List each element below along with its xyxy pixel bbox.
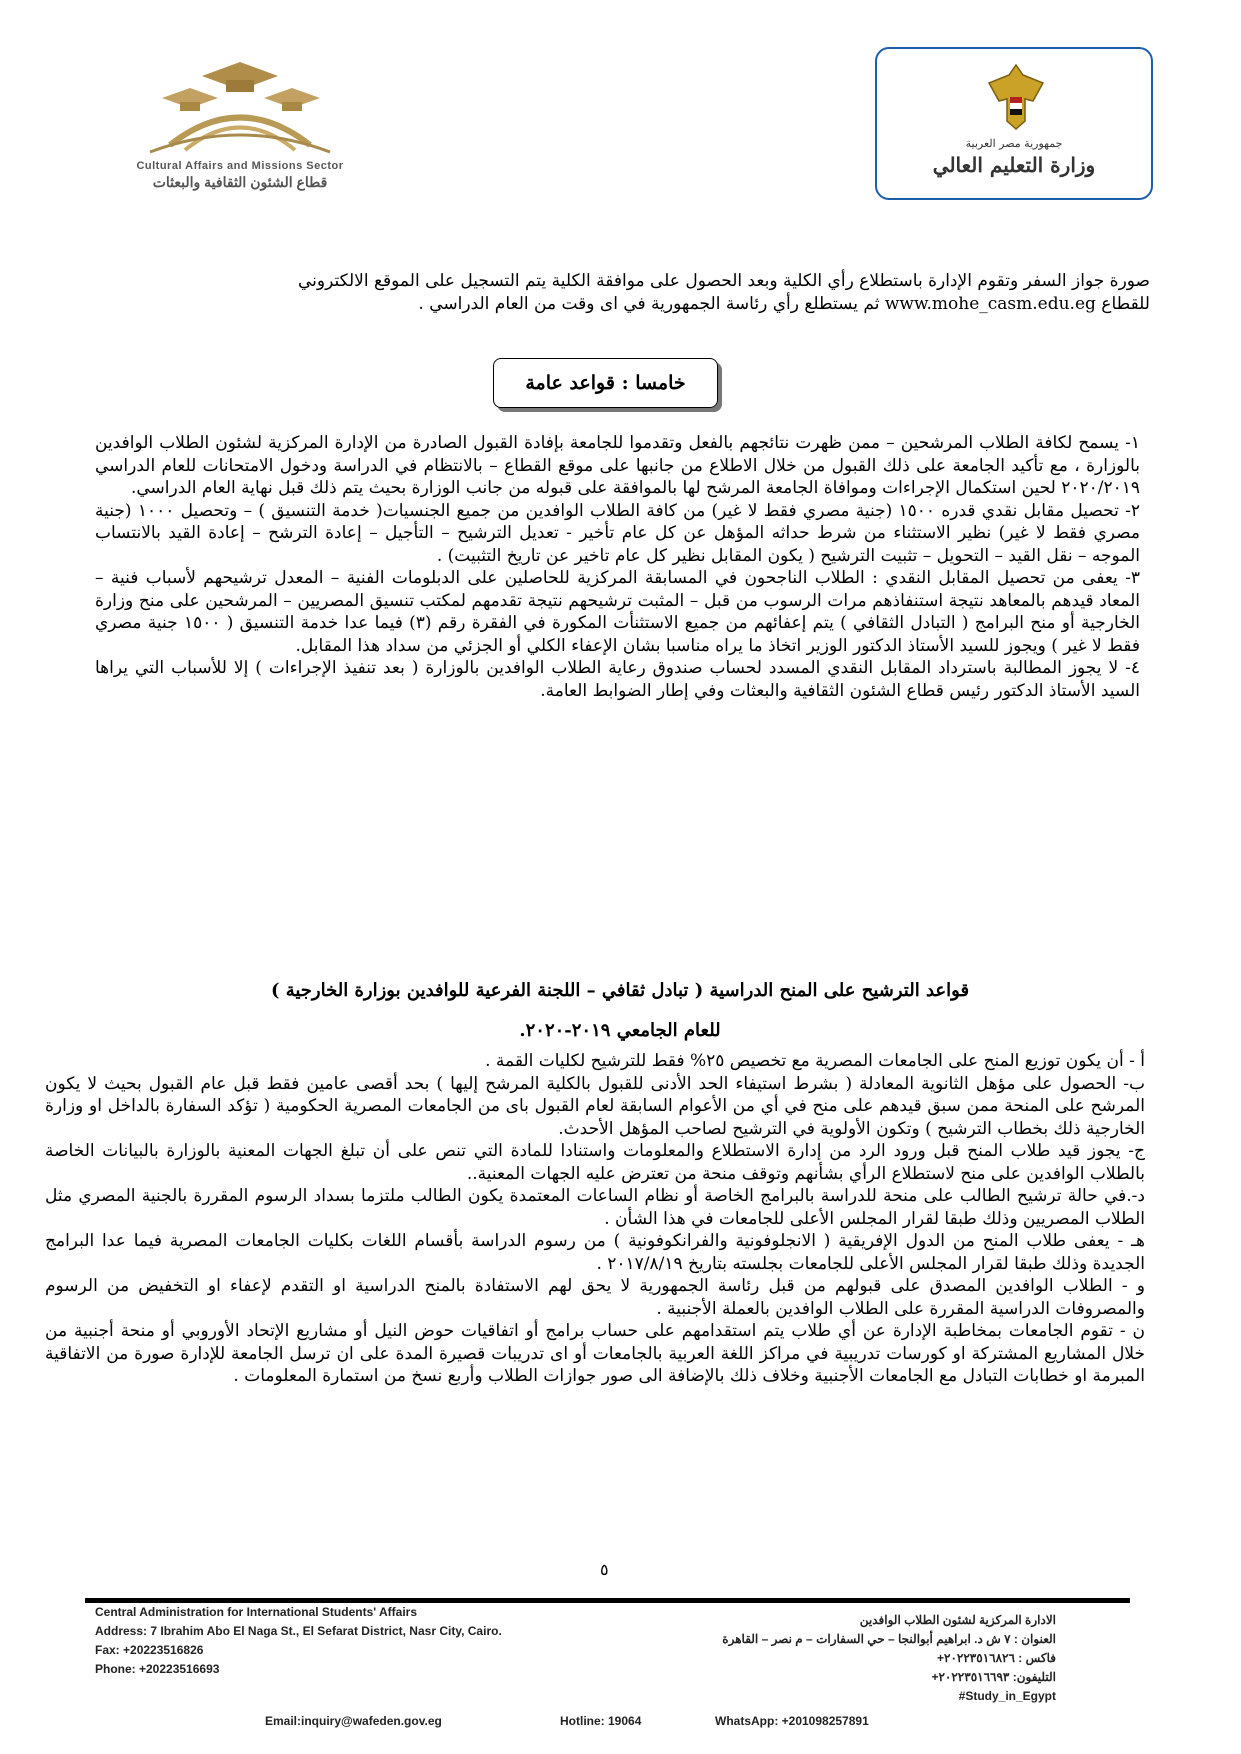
footer-hotline: Hotline: 19064 bbox=[560, 1714, 642, 1728]
logo-english-text: Cultural Affairs and Missions Sector bbox=[136, 160, 344, 172]
rule-item: ٢- تحصيل مقابل نقدي قدره ١٥٠٠ (جنية مصري فقط لا غير) من كافة الطلاب الوافدين من جميع الجنسيات( خدمة التنسيق ) – وتحصيل ١٠٠٠ (جنية مصري فقط لا غير) نظير الاستثناء من شرط حداثه المؤهل عن كل عام تأخير - تعديل الترشيح – التأجيل – إعادة الترشح – إعادة القيد بالانتساب الموجه – نقل القيد – التحويل – تثبيت الترشيح ( يكون المقابل نظير كل عام تاخير عن تاريخ التثبيت) . bbox=[95, 500, 1141, 566]
scholarship-rule-item: د-.في حالة ترشيح الطالب على منحة للدراسة بالبرامج الخاصة أو نظام الساعات المعتمدة يكون الطالب ملتزما بسداد الرسوم المقررة بالجنية المصري مثل الطلاب المصريين وذلك طبقا لقرار المجلس الأعلى للجامعات في هذا الشأن . bbox=[45, 1186, 1145, 1229]
intro-line-1: صورة جواز السفر وتقوم الإدارة باستطلاع رأي الكلية وبعد الحصول على موافقة الكلية يتم التسجيل على الموقع الالكتروني bbox=[297, 271, 1150, 291]
eagle-emblem-icon bbox=[987, 61, 1045, 133]
general-rules bbox=[95, 432, 1140, 702]
scholarship-year: للعام الجامعي ٢٠١٩-٢٠٢٠. bbox=[519, 1020, 721, 1041]
graduation-caps-icon bbox=[110, 50, 370, 160]
logo-arabic-text: قطاع الشئون الثقافية والبعثات bbox=[152, 174, 328, 190]
rule-item: ١- يسمح لكافة الطلاب المرشحين – ممن ظهرت نتائجهم بالفعل وتقدموا للجامعة بإفادة القبول الصادرة من الإدارة المركزية لشئون الطلاب الوافدين بالوزارة ، مع تأكيد الجامعة على ذلك القبول من خلال الاطلاع من جانبها على موقع القطاع – بالانتظام في الدراسة ودخول الامتحانات للعام الدراسي ٢٠٢٠/٢٠١٩ لحين استكمال الإجراءات وموافاة الجامعة المرشح لها بالموافقة على قبوله من جانب الوزارة بحيث يتم ذلك قبل نهاية العام الدراسي. bbox=[95, 433, 1140, 498]
footer-ar-phone: التليفون: ٢٠٢٢٣٥١٦٦٩٣+ bbox=[931, 1670, 1056, 1684]
scholarship-rule-item: هـ - يعفى طلاب المنح من الدول الإفريقية ( الانجلوفونية والفرانكوفونية ) من رسوم الدراسة بأقسام اللغات بكليات الجامعات المصرية فيما عدا البرامج الجديدة وذلك طبقا لقرار المجلس الأعلى للجامعات بجلسته بتاريخ ٢٠١٧/٨/١٩ . bbox=[45, 1231, 1145, 1274]
footer-english-contact bbox=[95, 1603, 502, 1679]
footer-fax: Fax: +20223516826 bbox=[95, 1643, 204, 1657]
rule-item: ٣- يعفى من تحصيل المقابل النقدي : الطلاب الناجحون في المسابقة المركزية للحاصلين على الدبلومات الفنية – المعدل ترشيحهم لأسباب فنية – المعاد قيدهم بالمعاهد نتيجة استنفاذهم مرات الرسوب من قبل – المثبت ترشيحهم نتيجة تقدمهم لمكتب تنسيق المصريين – المرشحين على منح وزارة الخارجية أو منح البرامج ( التبادل الثقافي ) يتم إعفائهم من جميع الاستثنأت المكورة في الفقرة رقم (٣) فيما عدا خدمة التنسيق ( ١٥٠٠ جنية مصري فقط لا غير ) ويجوز للسيد الأستاذ الدكتور الوزير اتخاذ ما يراه مناسبا بشان الإعفاء الكلي أو الجزئي من سداد هذا المقابل. bbox=[95, 568, 1140, 656]
scholarship-rule-item: و - الطلاب الوافدين المصدق على قبولهم من قبل رئاسة الجمهورية لا يحق لهم الاستفادة بالمنح الدراسية او التقدم لإعفاء او التخفيض من الرسوم والمصروفات الدراسية المقررة على الطلاب الوافدين بالعملة الأجنبية . bbox=[45, 1276, 1145, 1319]
footer-email: Email:inquiry@wafeden.gov.eg bbox=[265, 1714, 442, 1728]
footer-address: Address: 7 Ibrahim Abo El Naga St., El Sefarat District, Nasr City, Cairo. bbox=[95, 1624, 502, 1638]
scholarship-rule-item: ج- يجوز قيد طلاب المنح قبل ورود الرد من إدارة الاستطلاع والمعلومات واستنادا للمادة التي تنص على أن تبلغ الجهات المعنية بالوزارة بالبيانات الخاصة بالطلاب الوافدين على منح لاستطلاع الرأي بشأنهم وتوقف منحة من تعترض عليه الجهات المعنية.. bbox=[45, 1141, 1145, 1184]
footer-arabic-contact bbox=[722, 1611, 1056, 1706]
cultural-affairs-logo bbox=[110, 50, 370, 200]
scholarship-rule-item: ن - تقوم الجامعات بمخاطبة الإدارة عن أي طلاب يتم استقدامهم على حساب برامج أو اتفاقيات حوض النيل أو مشاريع الإتحاد الأوروبي أو منحة أجنبية من خلال المشاريع المشتركة او كورسات تدريبية في مراكز اللغة العربية بالجامعات أو اى تدريبات قصيرة المدة على ان ترسل الجامعة للإدارة صورة من الاتفاقية المبرمة او خطابات التبادل مع الجامعات الأجنبية وخلاف ذلك بالإضافة الى صور جوازات الطلاب وأربع نسخ من استمارة المعلومات . bbox=[45, 1321, 1145, 1386]
section-five-title: خامسا : قواعد عامة bbox=[493, 358, 718, 408]
scholarship-heading: قواعد الترشيح على المنح الدراسية ( تبادل ثقافي – اللجنة الفرعية للوافدين بوزارة الخارجية ) bbox=[270, 980, 970, 1001]
republic-text: جمهورية مصر العربية bbox=[965, 137, 1063, 150]
footer-phone: Phone: +20223516693 bbox=[95, 1662, 220, 1676]
scholarship-rule-item: ب- الحصول على مؤهل الثانوية المعادلة ( بشرط استيفاء الحد الأدنى للقبول بالكلية المرشح إليها ) بحد أقصى عامين فقط قبل عام القبول بحيث لا يكون المرشح على المنحة ممن سبق قيدهم على منح في أي من الأعوام السابقة لعام القبول باى من الجامعات المصرية الحكومية ( تؤكد السفارة بالداخل او وزارة الخارجية ذلك بخطاب الترشيح ) وتكون الأولوية في الترشيح لصاحب المؤهل الأحدث. bbox=[45, 1073, 1145, 1139]
footer-ar-address: العنوان : ٧ ش د. ابراهيم أبوالنجا – حي السفارات – م نصر – القاهرة bbox=[722, 1632, 1056, 1646]
intro-paragraph bbox=[100, 270, 1150, 316]
ministry-logo-box bbox=[875, 47, 1153, 200]
intro-line-2: للقطاع www.mohe_casm.edu.eg ثم يستطلع رأي رئاسة الجمهورية في اى وقت من العام الدراسي . bbox=[418, 294, 1150, 314]
footer-whatsapp: WhatsApp: +201098257891 bbox=[715, 1714, 869, 1728]
footer-ar-fax: فاكس : ٢٠٢٢٣٥١٦٨٢٦+ bbox=[937, 1651, 1056, 1665]
footer-ar-org-name: الادارة المركزية لشئون الطلاب الوافدين bbox=[859, 1613, 1056, 1627]
rule-item: ٤- لا يجوز المطالبة باسترداد المقابل النقدي المسدد لحساب صندوق رعاية الطلاب الوافدين بالوزارة ( بعد تنفيذ الإجراءات ) إلا للأسباب التي يراها السيد الأستاذ الدكتور رئيس قطاع الشئون الثقافية والبعثات وفي إطار الضوابط العامة. bbox=[95, 658, 1140, 701]
ministry-text: وزارة التعليم العالي bbox=[932, 153, 1096, 177]
footer-hashtag: #Study_in_Egypt bbox=[958, 1689, 1056, 1703]
page-number: ٥ bbox=[600, 1560, 609, 1579]
scholarship-rule-item: أ - أن يكون توزيع المنح على الجامعات المصرية مع تخصيص ٢٥% فقط للترشيح لكليات القمة . bbox=[485, 1051, 1145, 1071]
scholarship-rules bbox=[45, 1050, 1145, 1388]
footer-org-name: Central Administration for International Students' Affairs bbox=[95, 1605, 417, 1619]
